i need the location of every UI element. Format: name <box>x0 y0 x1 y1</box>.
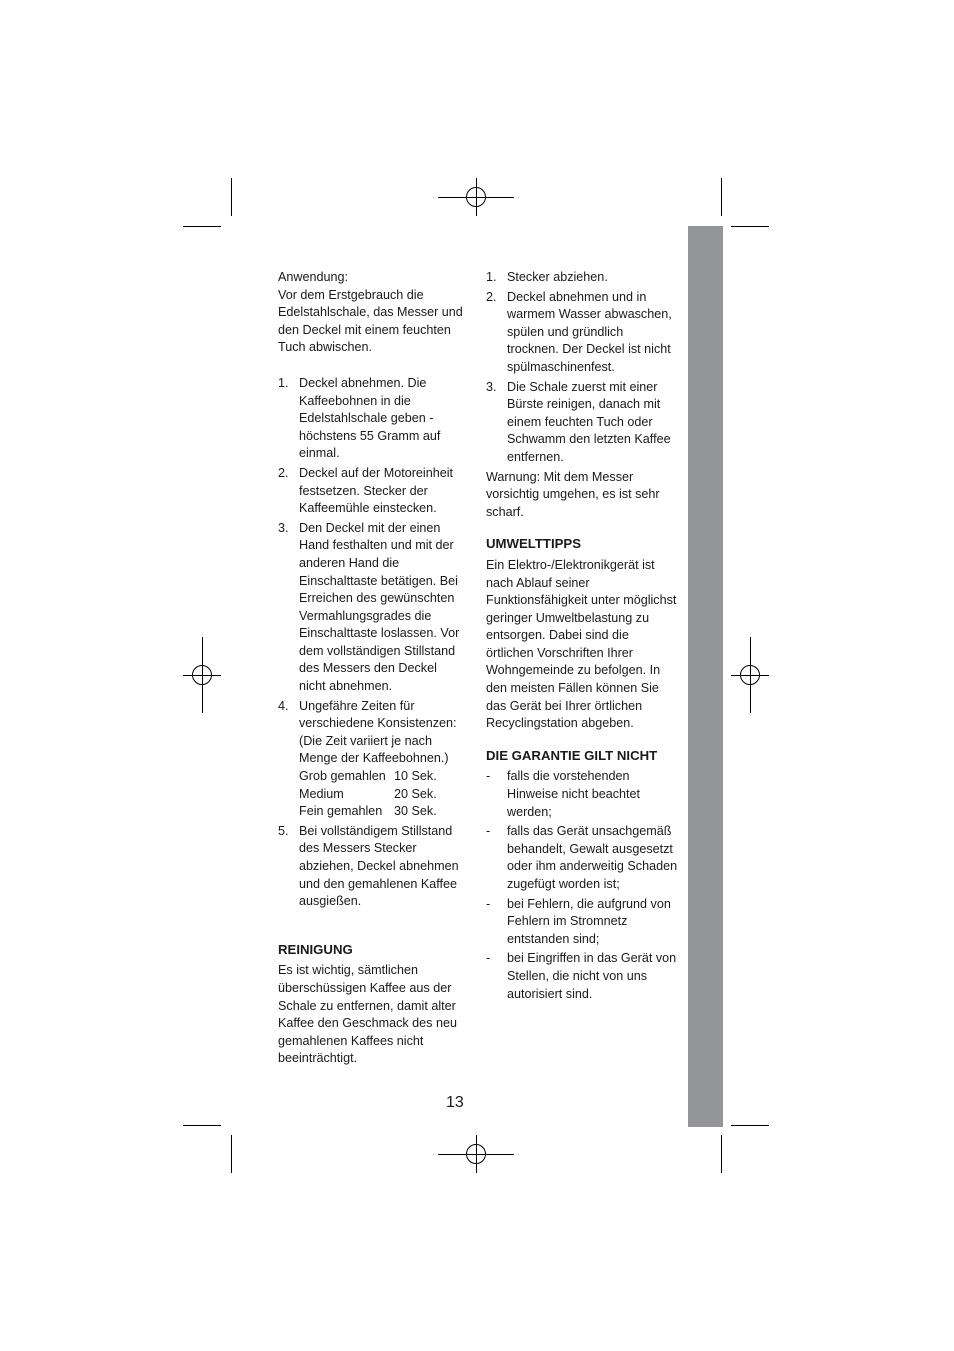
list-item: 1. Stecker abziehen. <box>486 270 608 284</box>
garantie-list <box>486 768 678 1003</box>
list-item: 3. Die Schale zuerst mit einer Bürste reinigen, danach mit einem feuchten Tuch oder Schwamm den letzten Kaffee entfernen. <box>486 379 671 464</box>
umwelt-text: Ein Elektro-/Elektronikgerät ist nach Ablauf seiner Funktionsfähigkeit unter möglichst geringer Umweltbelastung zu entsorgen. Dabei sind die örtlichen Vorschriften Ihrer Wohngemeinde zu befolgen. In den meisten Fällen können Sie das Gerät bei Ihrer örtlichen Recyclingstation abgeben. <box>486 557 677 731</box>
time-value: 20 Sek. <box>394 786 437 801</box>
time-label: Fein gemahlen <box>299 804 383 819</box>
list-item: 1. Deckel abnehmen. Die Kaffeebohnen in die Edelstahlschale geben - höchstens 55 Gramm auf einmal. <box>278 375 441 461</box>
page-number: 13 <box>446 1094 464 1111</box>
list-item: - falls die vorstehenden Hinweise nicht beachtet werden; <box>486 769 641 819</box>
cleaning-steps <box>486 269 678 467</box>
intro-text: Vor dem Erstgebrauch die Edelstahlschale, das Messer und den Deckel mit einem feuchten Tuch abwischen. <box>278 287 463 355</box>
registration-circle-icon <box>466 187 486 207</box>
side-strip <box>688 226 723 1127</box>
reinigung-heading: REINIGUNG <box>278 941 353 957</box>
list-item: - bei Fehlern, die aufgrund von Fehlern im Stromnetz entstanden sind; <box>486 896 671 946</box>
registration-circle-icon <box>740 665 760 685</box>
crop-mark <box>231 1135 232 1173</box>
list-item: 2. Deckel abnehmen und in warmem Wasser abwaschen, spülen und gründlich trocknen. Der Deckel ist nicht spülmaschinenfest. <box>486 289 672 374</box>
list-item: 3. Den Deckel mit der einen Hand festhalten und mit der anderen Hand die Einschalttaste betätigen. Bei Erreichen des gewünschten Vermahlungsgrades die Einschalttaste loslassen. Vor dem vollständigen Stillstand des Messers den Deckel nicht abnehmen. <box>278 520 460 694</box>
list-item: 5. Bei vollständigem Stillstand des Messers Stecker abziehen, Deckel abnehmen und den gemahlenen Kaffee ausgießen. <box>278 823 459 909</box>
time-label: Grob gemahlen <box>299 769 386 784</box>
registration-circle-icon <box>466 1144 486 1164</box>
warning-text: Warnung: Mit dem Messer vorsichtig umgehen, es ist sehr scharf. <box>486 469 660 519</box>
crop-mark <box>231 178 232 216</box>
list-item: - bei Eingriffen in das Gerät von Stellen, die nicht von uns autorisiert sind. <box>486 951 677 1001</box>
left-column <box>278 269 466 1068</box>
umwelt-heading: UMWELTTIPPS <box>486 536 581 552</box>
crop-mark <box>721 1135 722 1173</box>
time-value: 30 Sek. <box>394 804 437 819</box>
crop-mark <box>183 226 221 227</box>
time-label: Medium <box>299 786 344 801</box>
crop-mark <box>731 1125 769 1126</box>
crop-mark <box>721 178 722 216</box>
list-item: - falls das Gerät unsachgemäß behandelt, Gewalt ausgesetzt oder ihm anderweitig Schaden zugefügt worden ist; <box>486 824 678 891</box>
intro-label: Anwendung: <box>278 270 349 284</box>
list-item: 4. Ungefähre Zeiten für verschiedene Konsistenzen: (Die Zeit variiert je nach Menge der Kaffeebohnen.) Grob gemahlen 10 Sek. Medium 20 Sek. Fein gemahlen 30 Sek. <box>278 698 466 821</box>
garantie-heading: DIE GARANTIE GILT NICHT <box>486 747 658 763</box>
grind-times-table <box>299 768 466 821</box>
list-item: 2. Deckel auf der Motoreinheit festsetzen. Stecker der Kaffeemühle einstecken. <box>278 465 454 516</box>
crop-mark <box>183 1125 221 1126</box>
time-value: 10 Sek. <box>394 769 437 784</box>
registration-circle-icon <box>192 665 212 685</box>
crop-mark <box>731 226 769 227</box>
right-column <box>486 269 678 1005</box>
usage-steps <box>278 375 466 911</box>
reinigung-text: Es ist wichtig, sämtlichen überschüssigen Kaffee aus der Schale zu entfernen, damit alter Kaffee den Geschmack des neu gemahlenen Kaffees nicht beeinträchtigt. <box>278 963 457 1066</box>
